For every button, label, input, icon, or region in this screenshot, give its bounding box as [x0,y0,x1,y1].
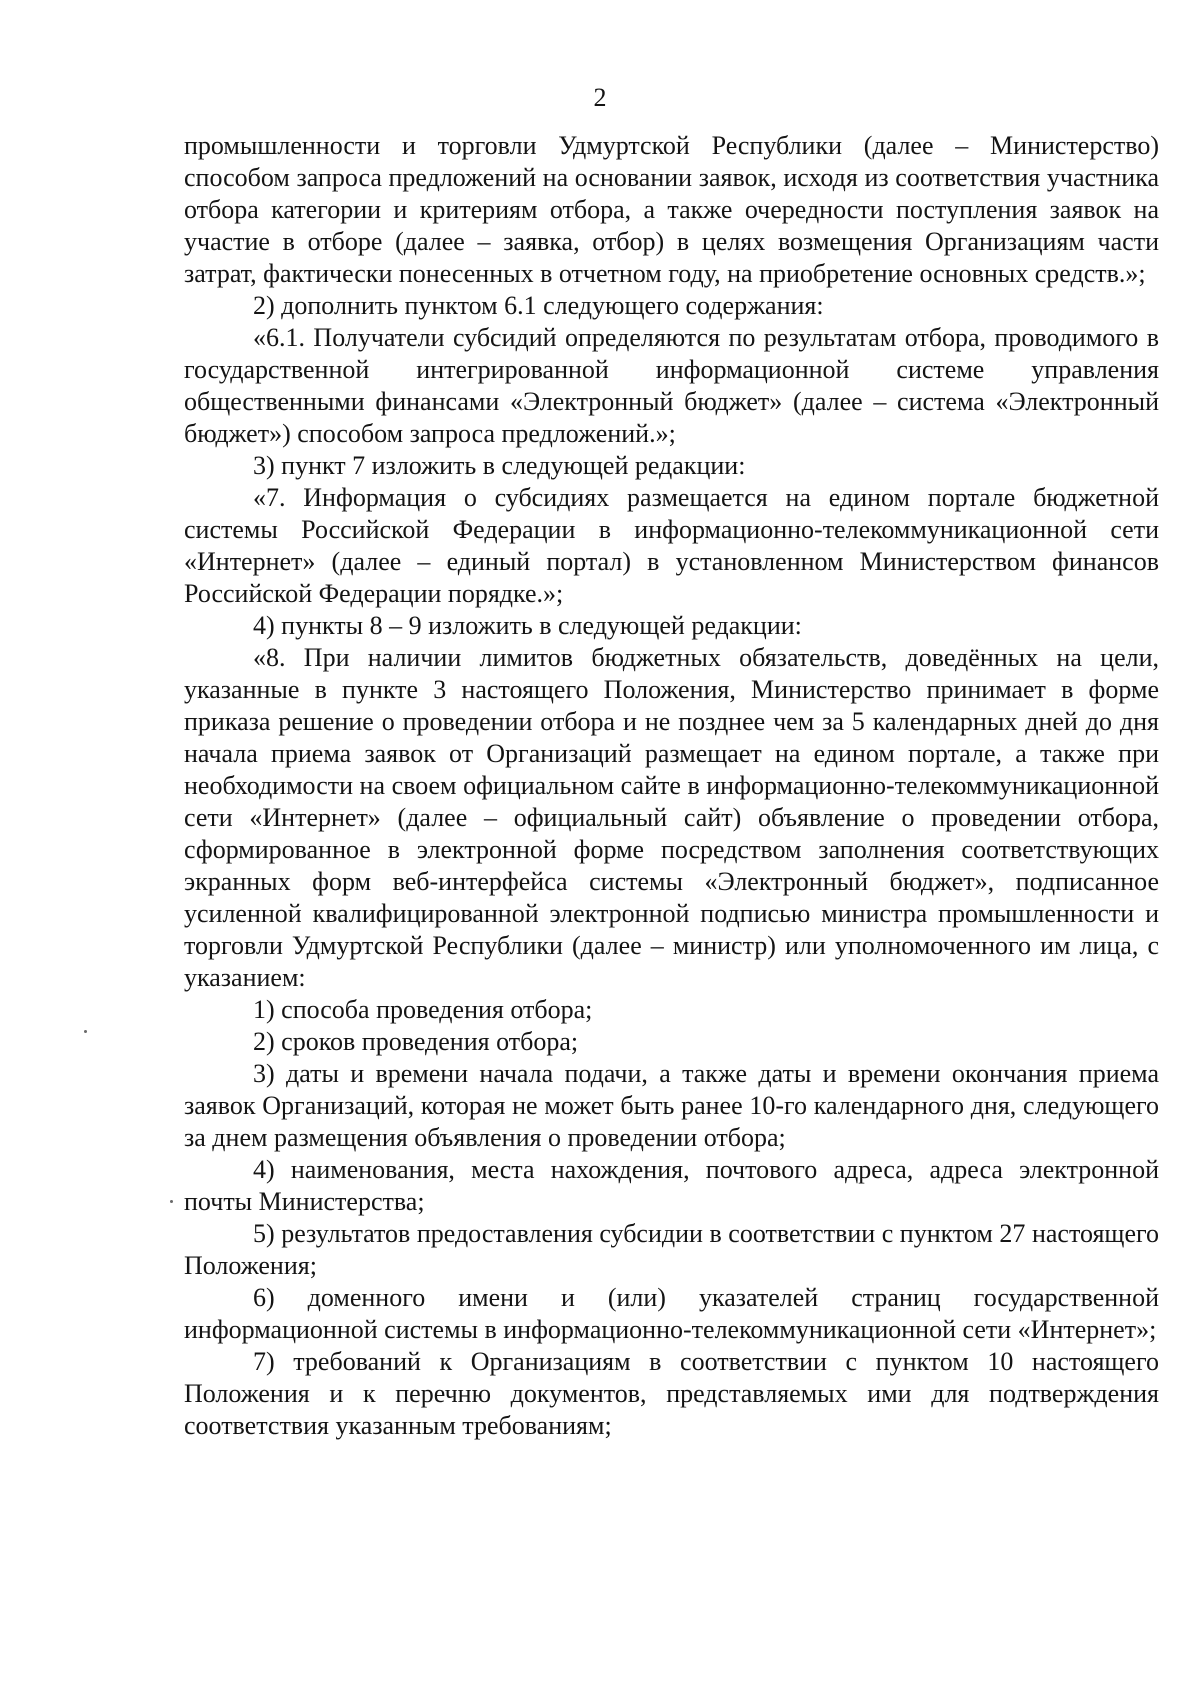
scan-speck [170,1200,173,1203]
paragraph: 4) пункты 8 – 9 изложить в следующей редакции: [253,611,802,640]
paragraph: 2) сроков проведения отбора; [253,1027,579,1056]
paragraph: «7. Информация о субсидиях размещается на едином портале бюджетной системы Российской Федерации в информационно-телекоммуникационной сети «Интернет» (далее – единый портал) в установленном Министерством финансов Российской Федерации порядке.»; [184,483,1159,608]
page-number: 2 [593,83,607,112]
document-body [184,130,1159,1442]
paragraph: «6.1. Получатели субсидий определяются по результатам отбора, проводимого в государственной интегрированной информационной системе управления общественными финансами «Электронный бюджет» (далее – система «Электронный бюджет») способом запроса предложений.»; [184,323,1159,448]
scan-speck [84,1030,87,1033]
paragraph: 3) пункт 7 изложить в следующей редакции: [253,451,746,480]
paragraph: 6) доменного имени и (или) указателей страниц государственной информационной системы в информационно-телекоммуникационной сети «Интернет»; [184,1283,1159,1344]
paragraph: 1) способа проведения отбора; [253,995,593,1024]
paragraph: 4) наименования, места нахождения, почтового адреса, адреса электронной почты Министерства; [184,1155,1159,1216]
paragraph: «8. При наличии лимитов бюджетных обязательств, доведённых на цели, указанные в пункте 3 настоящего Положения, Министерство принимает в форме приказа решение о проведении отбора и не позднее чем за 5 календарных дней до дня начала приема заявок от Организаций размещает на едином портале, а также при необходимости на своем официальном сайте в информационно-телекоммуникационной сети «Интернет» (далее – официальный сайт) объявление о проведении отбора, сформированное в электронной форме посредством заполнения соответствующих экранных форм веб-интерфейса системы «Электронный бюджет», подписанное усиленной квалифицированной электронной подписью министра промышленности и торговли Удмуртской Республики (далее – министр) или уполномоченного им лица, с указанием: [184,643,1159,992]
paragraph: 5) результатов предоставления субсидии в соответствии с пунктом 27 настоящего Положения; [184,1219,1159,1280]
paragraph: 2) дополнить пунктом 6.1 следующего содержания: [253,291,824,320]
paragraph: 7) требований к Организациям в соответствии с пунктом 10 настоящего Положения и к перечню документов, представляемых ими для подтверждения соответствия указанным требованиям; [184,1347,1159,1440]
paragraph: 3) даты и времени начала подачи, а также даты и времени окончания приема заявок Организаций, которая не может быть ранее 10-го календарного дня, следующего за днем размещения объявления о проведении отбора; [184,1059,1159,1152]
paragraph: промышленности и торговли Удмуртской Республики (далее – Министерство) способом запроса предложений на основании заявок, исходя из соответствия участника отбора категории и критериям отбора, а также очередности поступления заявок на участие в отборе (далее – заявка, отбор) в целях возмещения Организациям части затрат, фактически понесенных в отчетном году, на приобретение основных средств.»; [184,131,1159,288]
